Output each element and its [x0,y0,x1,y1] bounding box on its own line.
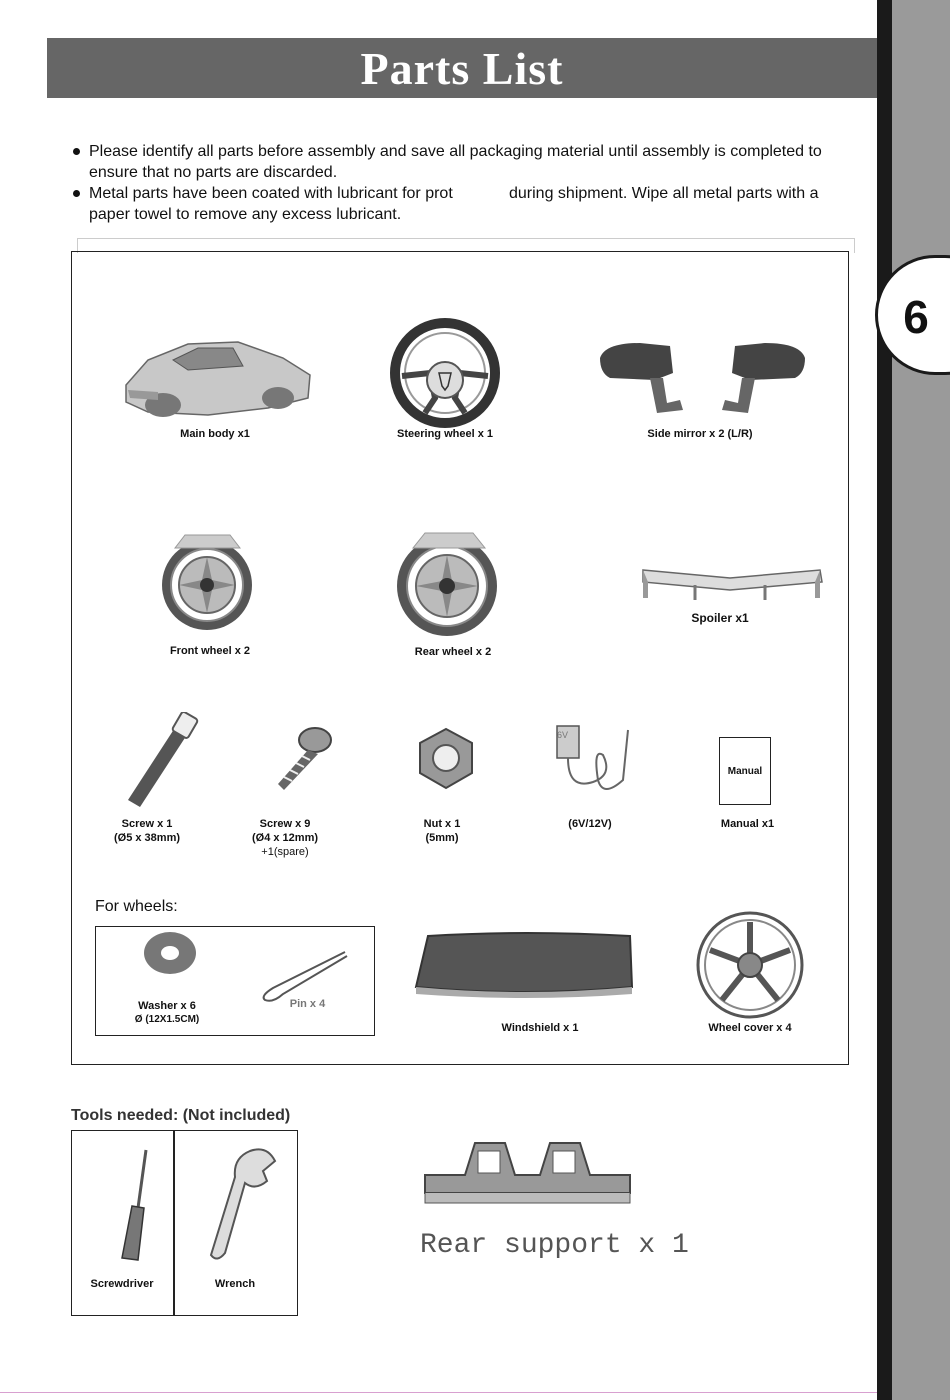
screw-1-label: Screw x 1 [121,818,173,830]
manual-label: Manual x1 [720,818,775,830]
rear-support-label: Rear support x 1 [420,1230,689,1261]
main-body-label: Main body x1 [180,428,250,440]
note-2-line-2: paper towel to remove any excess lubricant. [89,206,402,223]
side-band-edge [877,0,892,1400]
front-wheel-icon [160,530,255,635]
screw-9-spare: +1(spare) [261,846,309,858]
self-tapping-screw-icon [270,722,335,794]
steering-wheel-label: Steering wheel x 1 [397,428,493,440]
washer-icon [140,928,200,978]
screw-1-size: (Ø5 x 38mm) [113,832,181,844]
note-2-line-1b: during shipment. Wipe all metal parts with a [509,185,819,202]
windshield-icon [410,932,640,1000]
page-title: Parts List [360,42,564,94]
car-body-icon [118,330,318,425]
nut-size: (5mm) [425,832,459,844]
side-band [892,0,950,1400]
side-mirror-icon [595,338,810,418]
manual-booklet [719,737,771,805]
steering-wheel-icon [390,318,500,428]
front-wheel-label: Front wheel x 2 [169,645,251,657]
tools-divider [173,1131,175,1315]
note-1-line-2: ensure that no parts are discarded. [89,164,338,181]
nut-icon [414,726,479,791]
screwdriver-icon [98,1148,153,1266]
long-screw-icon [120,712,205,812]
pin-label: Pin x 4 [289,998,326,1010]
cotter-pin-icon [255,948,350,1003]
bullet-icon [73,148,80,155]
for-wheels-title: For wheels: [95,898,178,915]
note-1-line-1: Please identify all parts before assembly and save all packaging material until assembly is completed to [89,143,822,160]
manual-cover-text: Manual [727,765,763,777]
page-number: 6 [903,291,929,343]
washer-label: Washer x 6 [138,1000,196,1012]
wrench-label: Wrench [214,1278,256,1290]
rear-wheel-icon [395,528,505,638]
rear-support-icon [420,1135,635,1210]
spoiler-icon [640,560,825,605]
wheel-cover-icon [690,910,810,1020]
screw-9-label: Screw x 9 [259,818,311,830]
title-bar [47,38,877,98]
spoiler-label: Spoiler x1 [691,611,749,625]
charger-voltage-mark: 6V [557,730,569,740]
screwdriver-label: Screwdriver [90,1278,154,1290]
wrench-icon [205,1143,285,1268]
screw-9-size: (Ø4 x 12mm) [251,832,319,844]
side-mirror-label: Side mirror x 2 (L/R) [647,428,753,440]
tools-title: Tools needed: (Not included) [71,1107,291,1124]
note-2-line-1a: Metal parts have been coated with lubricant for prot [89,185,453,202]
page-bottom-line [0,1392,877,1393]
wheel-cover-label: Wheel cover x 4 [708,1022,792,1034]
bullet-icon [73,190,80,197]
nut-label: Nut x 1 [423,818,461,830]
rear-wheel-label: Rear wheel x 2 [414,646,492,658]
charger-label: (6V/12V) [568,818,612,830]
windshield-label: Windshield x 1 [501,1022,579,1034]
washer-size: Ø (12X1.5CM) [134,1014,200,1025]
